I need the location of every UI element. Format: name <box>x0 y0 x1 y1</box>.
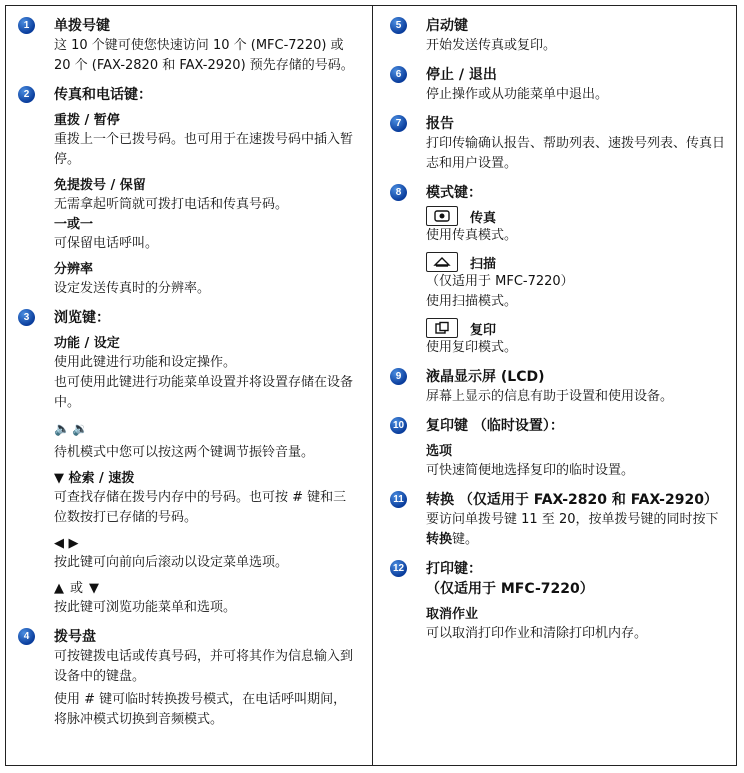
fax-mode-key <box>426 206 730 226</box>
section-title: 单拨号键 <box>54 18 110 34</box>
cancel-job-text: 可以取消打印作业和清除打印机内存。 <box>426 626 648 641</box>
resolution-title: 分辨率 <box>54 262 94 277</box>
section-title: 转换 （仅适用于 FAX-2820 和 FAX-2920） <box>426 492 718 508</box>
section-dial-pad <box>18 627 358 730</box>
hook-title: 免提拨号 / 保留 <box>54 178 146 193</box>
number-badge: 8 <box>390 184 407 201</box>
redial-title: 重拨 / 暂停 <box>54 113 120 128</box>
shift-text-end: 键。 <box>452 532 479 547</box>
left-right-text: 按此键可向前向后滚动以设定菜单选项。 <box>54 555 289 570</box>
section-title: 启动键 <box>426 18 468 34</box>
section-text: 打印传输确认报告、帮助列表、速拨号列表、传真日志和用户设置。 <box>426 136 726 171</box>
section-reports <box>390 114 730 174</box>
section-title: 液晶显示屏 (LCD) <box>426 369 545 385</box>
scan-mode-note: （仅适用于 MFC-7220） <box>426 274 574 289</box>
copy-mode-text: 使用复印模式。 <box>426 340 518 355</box>
up-down-text: 按此键可浏览功能菜单和选项。 <box>54 600 237 615</box>
menu-set-text: 也可使用此键进行功能菜单设置并将设置存储在设备中。 <box>54 375 354 410</box>
section-shift <box>390 490 730 550</box>
section-title: 拨号盘 <box>54 629 96 645</box>
up-arrow-icon: ▲ <box>54 581 64 596</box>
number-badge: 1 <box>18 17 35 34</box>
left-column <box>18 16 358 730</box>
number-badge: 3 <box>18 309 35 326</box>
copy-mode-label: 复印 <box>470 322 497 338</box>
fax-mode-label: 传真 <box>470 210 497 226</box>
section-title: 打印键： <box>426 561 482 577</box>
section-lcd <box>390 367 730 407</box>
volume-icon: 🔈🔉 <box>54 422 91 437</box>
hold-text: 可保留电话呼叫。 <box>54 236 159 251</box>
left-right-arrows-icon: ◀ ▶ <box>54 536 79 551</box>
options-text: 可快速简便地选择复印的临时设置。 <box>426 463 635 478</box>
section-text: 屏幕上显示的信息有助于设置和使用设备。 <box>426 389 674 404</box>
menu-set-text: 使用此键进行功能和设定操作。 <box>54 355 237 370</box>
section-print-keys <box>390 559 730 644</box>
right-column <box>390 16 730 644</box>
copy-icon <box>426 318 458 338</box>
number-badge: 4 <box>18 628 35 645</box>
scan-mode-key <box>426 252 730 272</box>
section-copy-keys <box>390 416 730 481</box>
redial-text: 重拨上一个已拨号码。也可用于在速拨号码中插入暂停。 <box>54 132 354 167</box>
hold-title: 一或一 <box>54 217 94 232</box>
section-mode-keys <box>390 183 730 358</box>
or-word: 或 <box>70 581 84 596</box>
column-divider <box>372 5 373 766</box>
resolution-text: 设定发送传真时的分辨率。 <box>54 281 211 296</box>
section-title: 复印键 （临时设置）： <box>426 418 564 434</box>
menu-set-title: 功能 / 设定 <box>54 336 120 351</box>
down-arrow-icon: ▼ <box>89 581 100 596</box>
section-fax-phone-keys <box>18 85 358 299</box>
search-text: 可查找存储在拨号内存中的号码。也可按 # 键和三位数按打已存储的号码。 <box>54 490 347 525</box>
section-title: 模式键： <box>426 185 482 201</box>
section-text: 停止操作或从功能菜单中退出。 <box>426 87 609 102</box>
shift-text: 要访问单拨号键 11 至 20，按单拨号键的同时按下 <box>426 512 719 527</box>
section-start-key <box>390 16 730 56</box>
dial-pad-text: 使用 # 键可临时转换拨号模式，在电话呼叫期间，将脉冲模式切换到音频模式。 <box>54 692 347 727</box>
number-badge: 9 <box>390 368 407 385</box>
section-title: 传真和电话键： <box>54 87 152 103</box>
section-text: 这 10 个键可使您快速访问 10 个 (MFC-7220) 或 20 个 (FAX-2820 和 FAX-2920) 预先存储的号码。 <box>54 38 354 73</box>
dial-pad-text: 可按键拨电话或传真号码，并可将其作为信息输入到设备中的键盘。 <box>54 649 354 684</box>
fax-icon <box>426 206 458 226</box>
section-title: 报告 <box>426 116 454 132</box>
copy-mode-key <box>426 318 730 338</box>
number-badge: 12 <box>390 560 407 577</box>
section-navigation-keys <box>18 308 358 618</box>
section-text: 开始发送传真或复印。 <box>426 38 557 53</box>
section-text <box>426 510 730 550</box>
number-badge: 6 <box>390 66 407 83</box>
cancel-job-title: 取消作业 <box>426 607 479 622</box>
scan-mode-text: 使用扫描模式。 <box>426 294 518 309</box>
section-stop-exit <box>390 65 730 105</box>
section-title: 浏览键： <box>54 310 110 326</box>
number-badge: 5 <box>390 17 407 34</box>
scan-icon <box>426 252 458 272</box>
number-badge: 10 <box>390 417 407 434</box>
options-title: 选项 <box>426 444 453 459</box>
number-badge: 2 <box>18 86 35 103</box>
fax-mode-text: 使用传真模式。 <box>426 228 518 243</box>
number-badge: 11 <box>390 491 407 508</box>
hook-text: 无需拿起听筒就可拨打电话和传真号码。 <box>54 197 289 212</box>
search-title: ▼ 检索 / 速拨 <box>54 471 135 486</box>
section-title-note: （仅适用于 MFC-7220） <box>426 581 594 597</box>
shift-key-name: 转换 <box>426 532 453 547</box>
scan-mode-label: 扫描 <box>470 256 497 272</box>
section-one-touch-keys <box>18 16 358 76</box>
number-badge: 7 <box>390 115 407 132</box>
volume-text: 待机模式中您可以按这两个键调节振铃音量。 <box>54 445 315 460</box>
up-down-arrows <box>54 579 358 598</box>
section-title: 停止 / 退出 <box>426 67 497 83</box>
